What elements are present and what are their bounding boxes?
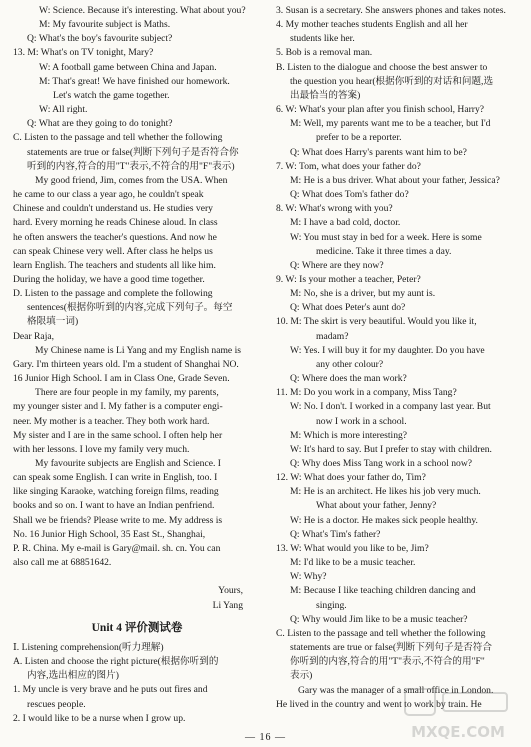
- text-line: Let's watch the game together.: [53, 89, 170, 101]
- text-line: Q: Where are they now?: [290, 259, 384, 271]
- text-line: Q: What are they going to do tonight?: [27, 118, 173, 130]
- text-line: M: That's great! We have finished our homework.: [39, 75, 230, 87]
- text-line: 3. Susan is a secretary. She answers phones and takes notes.: [276, 5, 506, 16]
- text-line: prefer to be a reporter.: [316, 132, 402, 144]
- text-line: M: Well, my parents want me to be a teacher, but I'd: [290, 118, 491, 130]
- text-line: can speak some English. I can write in English, too. I: [13, 472, 218, 484]
- text-line: M: Because I like teaching children dancing and: [290, 585, 476, 597]
- text-line: W: It's hard to say. But I prefer to stay with children.: [290, 443, 492, 455]
- text-line: 11. M: Do you work in a company, Miss Tang?: [276, 387, 457, 399]
- text-line: Q: What does Peter's aunt do?: [290, 302, 406, 314]
- text-line: can speak Chinese very well. After class he helps us: [13, 245, 213, 257]
- text-line: 你听到的内容,符合的用"T"表示,不符合的用"F": [290, 656, 485, 668]
- text-line: 格限填一词): [27, 316, 79, 328]
- text-line: M: No, she is a driver, but my aunt is.: [290, 288, 436, 300]
- text-line: No. 16 Junior High School, 35 East St., Shanghai,: [13, 528, 206, 540]
- text-line: There are four people in my family, my parents,: [35, 387, 219, 399]
- text-line: 2. I would like to be a nurse when I grow up.: [13, 712, 186, 724]
- text-line: sentences(根据你听到的内容,完成下列句子。每空: [27, 302, 233, 314]
- text-line: he came to our class a year ago, he couldn't speak: [13, 189, 204, 201]
- right-column: [276, 4, 522, 712]
- text-line: W: You must stay in bed for a week. Here is some: [290, 231, 482, 243]
- text-line: Gary was the manager of a small office in London.: [298, 684, 494, 696]
- text-line: My good friend, Jim, comes from the USA. When: [35, 174, 228, 186]
- text-line: Q: Why would Jim like to be a music teacher?: [290, 613, 468, 625]
- text-line: he often answers the teacher's questions. And now he: [13, 231, 217, 243]
- text-line: madam?: [316, 330, 349, 342]
- text-line: Q: What does Tom's father do?: [290, 189, 409, 201]
- text-line: Q: Where does the man work?: [290, 373, 407, 385]
- text-line: M: Which is more interesting?: [290, 429, 408, 441]
- text-line: Q: What's the boy's favourite subject?: [27, 33, 173, 45]
- text-line: M: My favourite subject is Maths.: [39, 19, 171, 31]
- text-line: 出最恰当的答案): [290, 89, 361, 101]
- text-line: statements are true or false(判断下列句子是否符合: [290, 642, 492, 654]
- unit-title: Unit 4 评价测试卷: [91, 621, 183, 634]
- text-line: Q: What does Harry's parents want him to be?: [290, 146, 467, 158]
- text-line: Q: What's Tim's father?: [290, 528, 381, 540]
- left-column-text: [13, 4, 261, 613]
- text-line: 12. W: What does your father do, Tim?: [276, 472, 426, 484]
- text-line: neer. My mother is a teacher. They both work hard.: [13, 415, 210, 427]
- text-line: learn English. The teachers and students all like him.: [13, 259, 216, 271]
- text-line: A. Listen and choose the right picture(根据你听到的: [13, 656, 219, 668]
- text-line: 4. My mother teaches students English and all her: [276, 19, 468, 31]
- text-line: W: No. I don't. I worked in a company last year. But: [290, 401, 491, 413]
- text-line: Ⅰ. Listening comprehension(听力理解): [13, 641, 164, 653]
- text-line: W: A football game between China and Japan.: [39, 61, 217, 73]
- text-line: Gary. I'm thirteen years old. I'm a student of Shanghai NO.: [13, 358, 239, 370]
- text-line: my younger sister and I. My father is a computer engi-: [13, 401, 223, 413]
- page-number: — 16 —: [245, 732, 286, 743]
- text-line: M: He is a bus driver. What about your father, Jessica?: [290, 174, 500, 186]
- text-line: 16 Junior High School. I am in Class One, Grade Seven.: [13, 373, 230, 385]
- text-line: medicine. Take it three times a day.: [316, 245, 452, 257]
- left-column-listening-section: [13, 641, 261, 726]
- text-line: During the holiday, we have a good time together.: [13, 273, 205, 285]
- text-line: My sister and I are in the same school. I often help her: [13, 429, 223, 441]
- text-line: B. Listen to the dialogue and choose the best answer to: [276, 61, 488, 73]
- text-line: like singing Karaoke, watching foreign films, reading: [13, 486, 219, 498]
- right-column-text: [276, 4, 522, 712]
- text-line: singing.: [316, 599, 347, 611]
- text-line: My Chinese name is Li Yang and my English name is: [35, 344, 241, 356]
- text-line: W: Yes. I will buy it for my daughter. Do you have: [290, 344, 485, 356]
- text-line: W: He is a doctor. He makes sick people healthy.: [290, 514, 478, 526]
- text-line: now I work in a school.: [316, 415, 407, 427]
- text-line: 8. W: What's wrong with you?: [276, 203, 393, 215]
- text-line: P. R. China. My e-mail is Gary@mail. sh. cn. You can: [13, 542, 221, 554]
- text-line: 表示): [290, 670, 313, 682]
- text-line: 7. W: Tom, what does your father do?: [276, 160, 421, 172]
- text-line: W: Why?: [290, 571, 327, 583]
- text-line: any other colour?: [316, 358, 384, 370]
- text-line: Yours,: [218, 585, 243, 597]
- text-line: M: He is an architect. He likes his job very much.: [290, 486, 481, 498]
- text-line: students like her.: [290, 33, 355, 45]
- text-line: books and so on. I want to have an Indian penfriend.: [13, 500, 215, 512]
- text-line: Shall we be friends? Please write to me. My address is: [13, 514, 223, 526]
- text-line: What about your father, Jenny?: [316, 500, 437, 512]
- text-line: Q: Why does Miss Tang work in a school now?: [290, 458, 473, 469]
- text-line: D. Listen to the passage and complete the following: [13, 288, 213, 300]
- text-line: 13. W: What would you like to be, Jim?: [276, 542, 429, 554]
- text-line: W: All right.: [39, 104, 88, 116]
- text-line: also call me at 68851642.: [13, 557, 112, 569]
- text-line: M: I have a bad cold, doctor.: [290, 217, 401, 229]
- text-line: statements are true or false(判断下列句子是否符合你: [27, 146, 239, 158]
- text-line: hard. Every morning he reads Chinese aloud. In class: [13, 217, 218, 229]
- text-line: C. Listen to the passage and tell whether the following: [13, 132, 223, 144]
- text-line: 内容,选出相应的图片): [27, 670, 119, 682]
- text-line: 5. Bob is a removal man.: [276, 47, 373, 59]
- text-line: 听到的内容,符合的用"T"表示,不符合的用"F"表示): [27, 160, 235, 172]
- watermark-text: MXQE.COM: [411, 723, 505, 741]
- text-line: 10. M: The skirt is very beautiful. Would you like it,: [276, 316, 477, 328]
- text-line: rescues people.: [27, 698, 86, 710]
- text-line: 1. My uncle is very brave and he puts out fires and: [13, 684, 208, 696]
- text-line: Chinese and couldn't understand us. He studies very: [13, 203, 213, 215]
- text-line: [13, 570, 261, 584]
- text-line: 9. W: Is your mother a teacher, Peter?: [276, 273, 421, 285]
- text-line: with her lessons. I love my family very much.: [13, 443, 190, 455]
- text-line: Li Yang: [212, 599, 243, 611]
- left-column: [13, 4, 261, 726]
- text-line: He lived in the country and went to work by train. He: [276, 698, 482, 710]
- text-line: the question you hear(根据你听到的对话和问题,选: [290, 75, 494, 87]
- text-line: W: Science. Because it's interesting. What about you?: [39, 5, 246, 16]
- text-line: Dear Raja,: [13, 330, 55, 342]
- text-line: 13. M: What's on TV tonight, Mary?: [13, 47, 154, 59]
- text-line: C. Listen to the passage and tell whether the following: [276, 627, 486, 639]
- text-line: 6. W: What's your plan after you finish school, Harry?: [276, 104, 485, 116]
- text-line: My favourite subjects are English and Science. I: [35, 458, 221, 469]
- text-line: M: I'd like to be a music teacher.: [290, 557, 416, 569]
